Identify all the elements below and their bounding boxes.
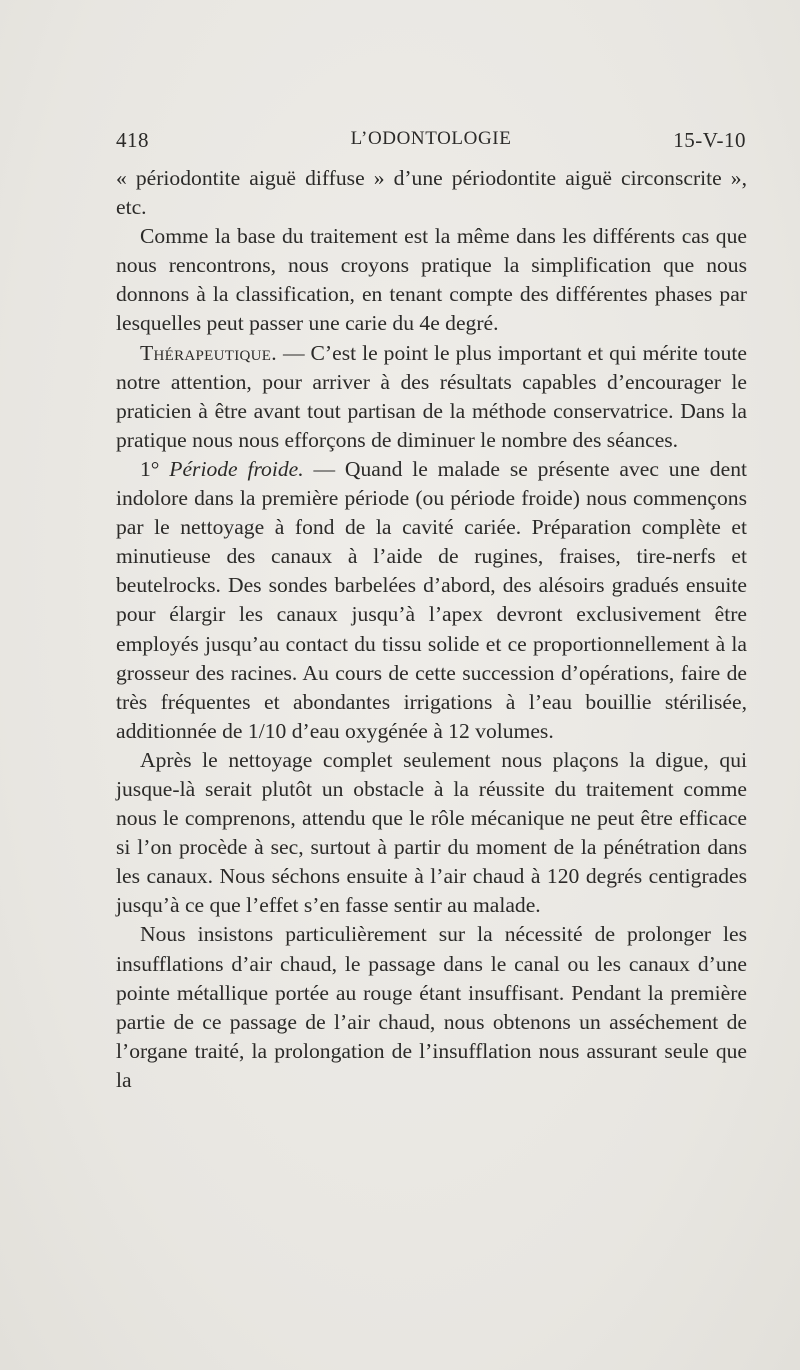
running-title: L’ODONTOLOGIE — [350, 128, 512, 149]
paragraph-continuation: « périodontite aiguë diffuse » d’une périodontite aiguë circonscrite », etc. — [116, 166, 747, 220]
section-heading-therapeutique: Thérapeutique. — [140, 340, 277, 365]
paragraph-periode-froide: 1° Période froide. — Quand le malade se présente avec une dent indolore dans la première période (ou période froide) nous commençons par le nettoyage à fond de la cavité cariée. Préparation complète et minutieuse des canaux à l’aide de rugines, fraises, tire-nerfs et beutelrocks. Des sondes barbelées d’abord, des alésoirs gradués ensuite pour élargir les canaux jusqu’à l’apex devront exclusivement être employés jusqu’au contact du tissu solide et ce proportionnellement à la grosseur des racines. Au cours de cette succession d’opérations, faire de très fréquentes et abondantes irrigations à l’eau bouillie stérilisée, additionnée de 1/10 d’eau oxygénée à 12 volumes. — [116, 456, 747, 743]
body-text — [116, 164, 747, 1095]
paragraph-classification: Comme la base du traitement est la même dans les différents cas que nous rencontrons, nous croyons pratique la simplification que nous donnons à la classification, en tenant compte des différentes phases par lesquelles peut passer une carie du 4e degré. — [116, 224, 747, 336]
paragraph-insufflations: Nous insistons particulièrement sur la nécessité de prolonger les insufflations d’air chaud, le passage dans le canal ou les canaux d’une pointe métallique portée au rouge étant insuffisant. Pendant la première partie de ce passage de l’air chaud, nous obtenons un asséchement de l’organe traité, la prolongation de l’insufflation nous assurant seule que la — [116, 922, 747, 1092]
paragraph-digue: Après le nettoyage complet seulement nous plaçons la digue, qui jusque-là serait plutôt un obstacle à la réussite du traitement comme nous le comprenons, attendu que le rôle mécanique ne peut être efficace si l’on procède à sec, surtout à partir du moment de la pénétration dans les canaux. Nous séchons ensuite à l’air chaud à 120 degrés centigrades jusqu’à ce que l’effet s’en fasse sentir au malade. — [116, 747, 747, 918]
paragraph-therapeutique: Thérapeutique. — C’est le point le plus important et qui mérite toute notre attention, pour arriver à des résultats capables d’encourager le praticien à être avant tout partisan de la méthode conservatrice. Dans la pratique nous nous efforçons de diminuer le nombre des séances. — [116, 340, 747, 452]
running-header — [116, 128, 746, 158]
page-number: 418 — [116, 128, 149, 152]
section-heading-periode-froide: Période froide. — [169, 456, 304, 481]
section-number: 1° — [140, 456, 160, 481]
issue-date: 15-V-10 — [673, 128, 746, 152]
